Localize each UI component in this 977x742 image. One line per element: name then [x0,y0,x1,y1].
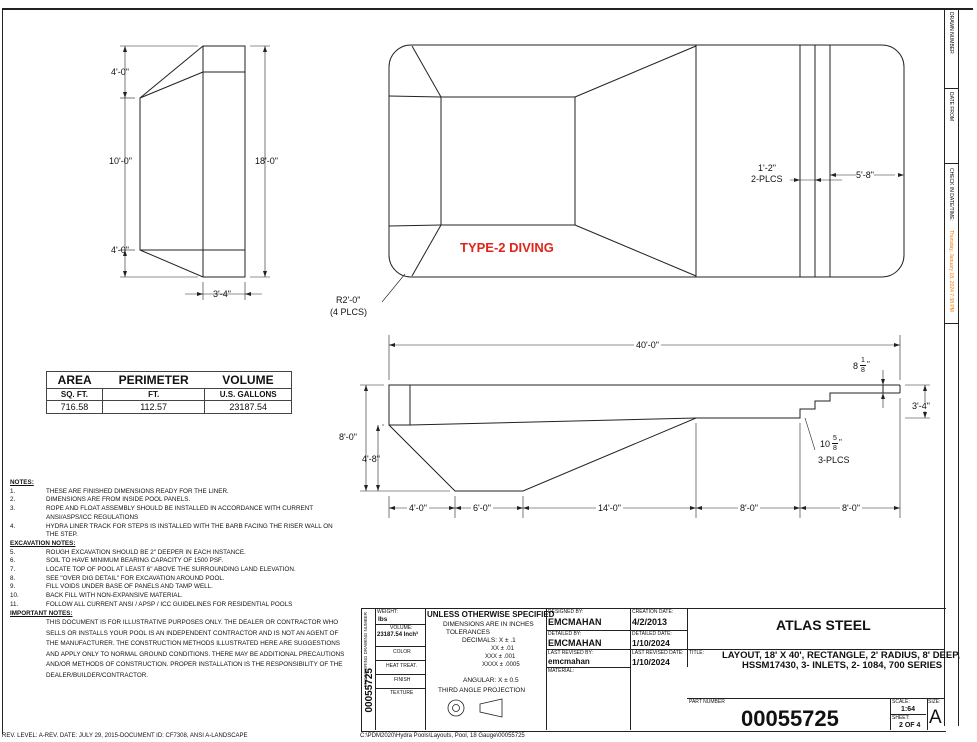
title-line-1: LAYOUT, 18' X 40', RECTANGLE, 2' RADIUS, 8' DEEP, [722,650,960,661]
side-date-from: DATE FROM [948,92,954,122]
section-dim-3-4: 3'-4" [912,401,930,411]
unless-specified: UNLESS OTHERWISE SPECIFIED [427,610,555,619]
sheet-label: SHEET: [892,715,910,721]
area-header: AREA [47,372,103,389]
type-label: TYPE-2 DIVING [460,240,554,255]
section-dim-10-num: 5 [833,435,837,442]
section-dim-8-den: 8 [861,367,865,374]
sheet-value: 2 OF 4 [899,722,921,729]
row-divider [375,660,425,661]
end-dim-middle: 10'-0" [109,156,132,166]
section-dim-40ft: 40'-0" [636,340,659,350]
radius-label: R2'-0" [336,295,361,305]
note-item: 10. BACK FILL WITH NON-EXPANSIVE MATERIAL. [10,592,183,600]
decimals-xxxx: XXXX ± .0005 [482,662,520,668]
row-divider [375,646,425,647]
section-dim-8-unit: " [867,360,870,369]
note-item: 11. FOLLOW ALL CURRENT ANSI / APSP / ICC GUIDELINES FOR RESIDENTIAL POOLS [10,600,293,608]
perimeter-unit: FT. [102,389,205,401]
creation-date: 4/2/2013 [632,617,668,627]
section-dim-3plcs: 3-PLCS [818,455,850,465]
color-label: COLOR [393,649,411,655]
title-label: TITLE: [689,650,705,656]
angular-tolerance: ANGULAR: X ± 0.5 [463,677,519,684]
section-dim-10-whole: 10 [820,439,831,449]
note-item: 7. LOCATE TOP OF POOL AT LEAST 6" ABOVE THE SURROUNDING LAND ELEVATION. [10,566,296,574]
creation-date-label: CREATION DATE: [632,609,674,615]
note-item: 4. HYDRA LINER TRACK FOR STEPS IS INSTALLED WITH THE BARB FACING THE RISER WALL ON THE STEP. [10,522,333,539]
section-dim-8-num: 1 [861,357,865,364]
size-label: SIZE: [928,699,941,705]
volume-value: 23187.54 Inch³ [377,632,419,638]
designed-by: EMCMAHAN [548,617,602,627]
volume-label: VOLUME: [390,625,413,631]
radius-plcs: (4 PLCS) [330,307,368,317]
end-dim-width: 18'-0" [255,156,278,166]
volume-value: 23187.54 [205,401,292,414]
tolerances-label: TOLERANCES [446,629,490,636]
notes-heading: NOTES: [10,479,34,486]
part-number-label: PART NUMBER [689,699,725,705]
footer-file-path: C:\PDM2020\Hydra Pools\Layouts, Pool, 18 Gauge\00055725 [360,733,525,739]
perimeter-header: PERIMETER [102,372,205,389]
last-revised-date: 1/10/2024 [632,657,670,667]
note-item: 9. FILL VOIDS UNDER BASE OF PANELS AND TAMP WELL. [10,583,213,591]
dims-in-inches: DIMENSIONS ARE IN INCHES [443,621,534,628]
section-bottom-8ft-a: 8'-0" [740,503,758,513]
row-divider [375,674,425,675]
decimals-xx: XX ± .01 [491,646,514,652]
section-bottom-14ft: 14'-0" [598,503,621,513]
plan-dim-5-8: 5'-8" [856,170,874,180]
scale-value: 1:64 [901,706,916,713]
finish-label: FINISH [394,677,411,683]
section-dim-10-unit: " [839,438,842,447]
section-dim-4-8: 4'-8" [362,454,380,464]
section-dim-8-whole: 8 [853,361,859,371]
heat-treat-label: HEAT TREAT. [386,663,418,669]
perimeter-value: 112.57 [102,401,205,414]
note-item: 3. ROPE AND FLOAT ASSEMBLY SHOULD BE INSTALLED IN ACCORDANCE WITH CURRENT ANSI/ASPS/ICC REGULATIONS [10,505,313,521]
volume-unit: U.S. GALLONS [205,389,292,401]
section-bottom-8ft-b: 8'-0" [842,503,860,513]
excavation-heading: EXCAVATION NOTES: [10,539,76,547]
title-line-2: HSSM17430, 3- INLETS, 2- 1084, 700 SERIES [742,660,943,671]
plan-dim-1-2: 1'-2" [758,163,776,173]
last-revised-date-label: LAST REVISED DATE: [632,650,684,656]
area-value: 716.58 [47,401,103,414]
side-check-in-value: Thursday, January 18, 2024 7:38 PM [948,230,954,312]
end-dim-bottom: 4'-0" [111,245,129,255]
volume-header: VOLUME [205,372,292,389]
side-drawn-number: DRAWN NUMBER [948,12,954,54]
section-dim-10-den: 8 [833,445,837,452]
side-check-in: CHECK IN DATE/TIME: [948,168,954,221]
footer-rev-level: REV. LEVEL: A-REV. DATE: JULY 29, 2015-DOCUMENT ID: CF7308, ANSI A-LANDSCAPE [2,733,248,739]
weight-label: WEIGHT: [377,609,398,615]
section-bottom-4ft: 4'-0" [409,503,427,513]
last-revised-by-label: LAST REVISED BY: [548,650,593,656]
decimals-xxx: XXX ± .001 [485,654,516,660]
fraction-bar [832,443,838,444]
note-item: 6. SOIL TO HAVE MINIMUM BEARING CAPACITY OF 1500 PSF. [10,557,223,565]
scale-label: SCALE: [892,699,910,705]
texture-label: TEXTURE [390,690,414,696]
note-item: 8. SEE "OVER DIG DETAIL" FOR EXCAVATION AROUND POOL. [10,574,225,582]
section-dim-8ft: 8'-0" [339,432,357,442]
fraction-bar [860,365,866,366]
area-table [46,371,292,414]
note-item: 2. DIMENSIONS ARE FROM INSIDE POOL PANELS. [10,496,191,504]
eng-label: ENGINEERING DRAWING NUMBER [363,612,368,688]
note-item: 1. THESE ARE FINISHED DIMENSIONS READY FOR THE LINER. [10,487,229,495]
third-angle-projection: THIRD ANGLE PROJECTION [438,687,526,694]
projection-symbol-icon [446,697,506,719]
size-value: A [929,707,942,728]
decimals-x: DECIMALS: X ± .1 [462,637,516,644]
area-unit: SQ. FT. [47,389,103,401]
end-dim-top: 4'-0" [111,67,129,77]
section-bottom-6ft: 6'-0" [473,503,491,513]
end-dim-3-4: 3'-4" [213,289,231,299]
note-item: 5. ROUGH EXCAVATION SHOULD BE 2" DEEPER IN EACH INSTANCE. [10,548,246,556]
last-revised-by: emcmahan [548,657,590,666]
important-heading: IMPORTANT NOTES: [10,609,73,617]
company-name: ATLAS STEEL [776,617,871,633]
part-number: 00055725 [741,706,839,731]
notes-block [10,479,350,681]
important-text: THIS DOCUMENT IS FOR ILLUSTRATIVE PURPOSES ONLY. THE DEALER OR CONTRACTOR WHO SELLS OR INSTALLS YOUR POOL IS AN INDEPENDENT CONTRACTOR AND IS NOT AN AGENT OF THE MANUFACTURER. THE CONSTRUCTION METHODS ILLUSTRATED HERE ARE SUGGESTIONS AND APPLY ONLY TO NORMAL GROUND CONDITIONS. THERE MAY BE ADDITIONAL PRECAUTIONS AND/OR METHODS OF CONSTRUCTION. PROPER INSTALLATION IS THE RESPONSIBILITY OF THE DEALER/BUILDER/CONTRACTOR. [46,619,345,679]
detailed-date-label: DETAILED DATE: [632,631,672,637]
material-label: MATERIAL: [548,668,575,674]
detailed-by-label: DETAILED BY: [548,631,582,637]
detailed-by: EMCMAHAN [548,638,602,648]
eng-number: 00055725 [364,668,375,713]
plan-dim-2plcs: 2-PLCS [751,174,783,184]
detailed-date: 1/10/2024 [632,638,670,648]
pool-section-outline [389,385,883,491]
end-view-outline [140,46,245,277]
designed-by-label: DESIGNED BY: [548,609,584,615]
weight-value: lbs [378,616,388,623]
row-divider [375,688,425,689]
